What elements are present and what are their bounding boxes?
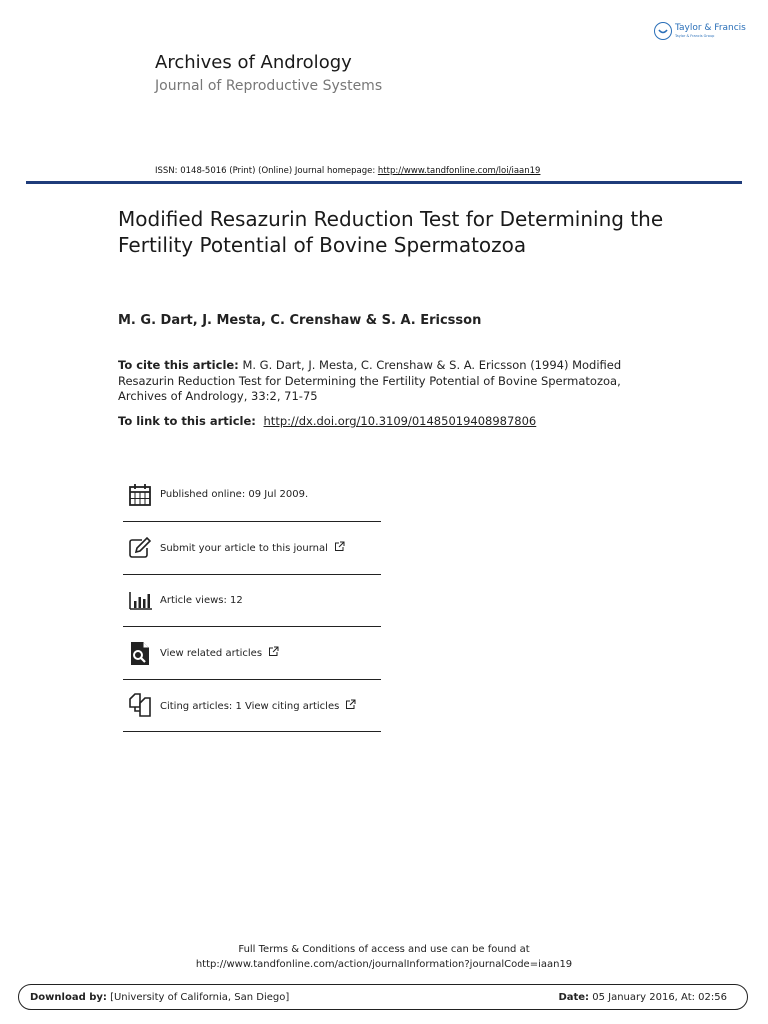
- doi-link[interactable]: http://dx.doi.org/10.3109/01485019408987806: [263, 414, 537, 428]
- calendar-icon: [126, 481, 154, 509]
- issn-line: [155, 166, 540, 176]
- related-label: View related articles: [160, 648, 263, 660]
- download-footer: [18, 984, 748, 1010]
- citing-row[interactable]: [123, 680, 381, 733]
- cite-label: To cite this article:: [118, 358, 239, 372]
- submit-row[interactable]: [123, 522, 381, 575]
- journal-title: Archives of Andrology: [155, 52, 352, 73]
- citation: [118, 358, 658, 405]
- download-date: [558, 992, 727, 1003]
- download-label: Download by:: [30, 991, 107, 1003]
- related-row[interactable]: [123, 627, 381, 680]
- article-authors: M. G. Dart, J. Mesta, C. Crenshaw & S. A. Ericsson: [118, 313, 482, 328]
- citing-articles-link[interactable]: [160, 699, 356, 712]
- submit-article-link[interactable]: [160, 541, 345, 554]
- citing-label: Citing articles: 1 View citing articles: [160, 700, 340, 712]
- cite-text: M. G. Dart, J. Mesta, C. Crenshaw & S. A. Ericsson (1994) Modified Resazurin Reduction Test for Determining the Fertility Potential of Bovine Spermatozoa, Archives of Andrology, 33:2, 71-75: [118, 358, 622, 403]
- related-search-icon: [126, 639, 154, 667]
- download-by: [30, 992, 289, 1003]
- header-divider: [26, 181, 742, 184]
- edit-icon: [126, 534, 154, 562]
- download-institution: [University of California, San Diego]: [106, 991, 290, 1003]
- related-articles-link[interactable]: [160, 646, 279, 659]
- publisher-name: Taylor & Francis: [675, 22, 746, 33]
- taylor-francis-logo-icon: [654, 22, 672, 40]
- submit-label: Submit your article to this journal: [160, 543, 328, 555]
- journal-homepage-link[interactable]: http://www.tandfonline.com/loi/iaan19: [377, 166, 541, 176]
- publisher-group: Taylor & Francis Group: [675, 33, 715, 38]
- article-info-list: [123, 468, 381, 732]
- external-link-icon: [345, 699, 356, 710]
- terms-line-2: http://www.tandfonline.com/action/journalInformation?journalCode=iaan19: [195, 959, 573, 970]
- bar-chart-icon: [126, 586, 154, 614]
- date-label: Date:: [558, 991, 590, 1003]
- external-link-icon: [268, 646, 279, 657]
- article-views: Article views: 12: [160, 594, 243, 606]
- external-link-icon: [334, 541, 345, 552]
- published-row: [123, 468, 381, 522]
- terms-line-1: Full Terms & Conditions of access and use can be found at: [238, 944, 530, 955]
- journal-subtitle: Journal of Reproductive Systems: [155, 78, 383, 94]
- date-value: 05 January 2016, At: 02:56: [589, 991, 727, 1003]
- publisher-logo: [654, 22, 746, 40]
- views-row: [123, 575, 381, 628]
- published-date: Published online: 09 Jul 2009.: [160, 489, 309, 500]
- link-label: To link to this article:: [118, 414, 256, 428]
- article-title: Modified Resazurin Reduction Test for Determining the Fertility Potential of Bovine Spermatozoa: [118, 207, 664, 257]
- terms-notice: [0, 942, 768, 972]
- issn-text: ISSN: 0148-5016 (Print) (Online) Journal homepage:: [155, 166, 378, 176]
- citing-icon: [126, 691, 154, 719]
- article-link-line: [118, 414, 536, 428]
